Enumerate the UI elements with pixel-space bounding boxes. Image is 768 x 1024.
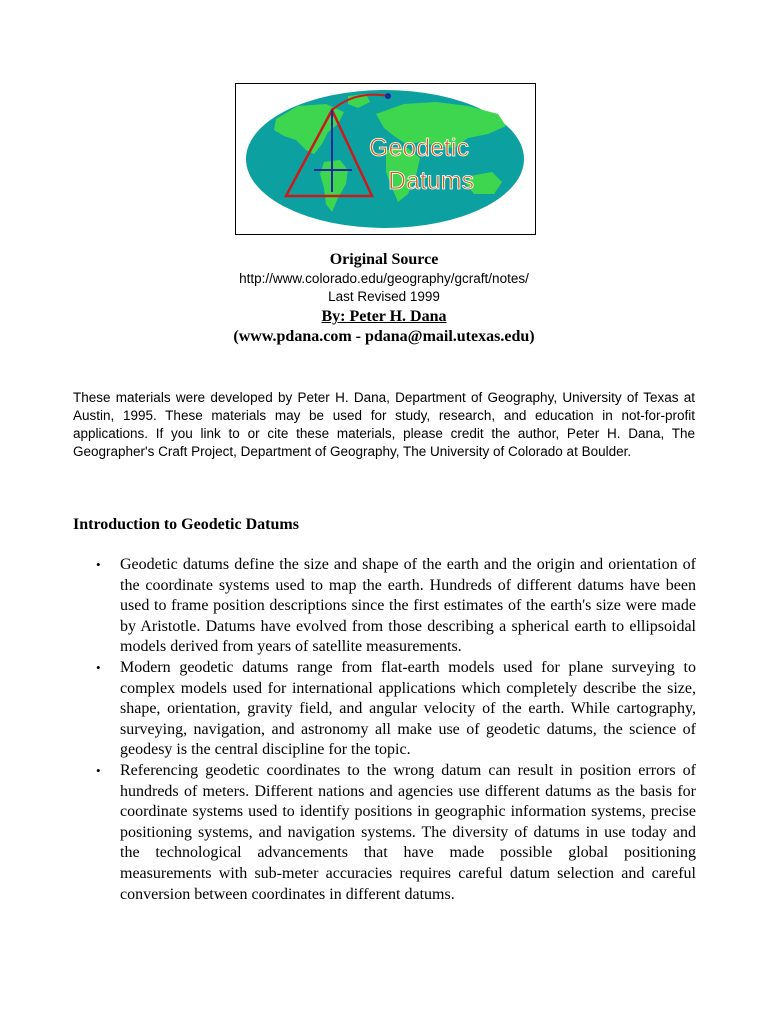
list-item (73, 555, 696, 658)
list-item-text: Referencing geodetic coordinates to the wrong datum can result in position errors of hundreds of meters. Different nations and agencies use different datums as the basis for coordinate systems used to identify positions in geographic information systems, precise positioning systems, and navigation systems. The diversity of datums in use today and the technological advancements that have made possible global positioning measurements with sub-meter accuracies requires careful datum selection and careful conversion between coordinates in different datums. (120, 761, 696, 903)
bullet-list (73, 555, 696, 905)
copyright-paragraph: These materials were developed by Peter H. Dana, Department of Geography, University of Texas at Austin, 1995. These materials may be used for study, research, and education in not-for-profit applications. If you link to or cite these materials, please credit the author, Peter H. Dana, The Geographer's Craft Project, Department of Geography, The University of Colorado at Boulder. (73, 390, 695, 459)
list-item (73, 658, 696, 761)
source-url[interactable]: http://www.colorado.edu/geography/gcraft/notes/ (239, 271, 529, 286)
bullet-icon: • (96, 659, 101, 675)
bullet-icon: • (96, 762, 101, 778)
orbit-marker (385, 93, 391, 99)
author-byline: By: Peter H. Dana (321, 308, 447, 325)
logo-title-line2: Datums (388, 167, 475, 195)
last-revised: Last Revised 1999 (328, 289, 440, 304)
list-item-text: Geodetic datums define the size and shape of the earth and the origin and orientation of the coordinate systems used to map the earth. Hundreds of different datums have been used to frame position descriptions since the first estimates of the earth's size were made by Aristotle. Datums have evolved from those describing a spherical earth to ellipsoidal models derived from years of satellite measurements. (120, 556, 696, 656)
logo-graphic (236, 84, 535, 234)
logo-title-line1: Geodetic (369, 134, 470, 162)
author-contact[interactable]: (www.pdana.com - pdana@mail.utexas.edu) (233, 328, 535, 345)
bullet-icon: • (96, 557, 101, 572)
geodetic-datums-logo (235, 83, 536, 235)
section-heading: Introduction to Geodetic Datums (73, 516, 299, 533)
list-item (73, 761, 696, 905)
list-item-text: Modern geodetic datums range from flat-earth models used for plane surveying to complex models used for international applications which completely describe the size, shape, orientation, gravity field, and angular velocity of the earth. While cartography, surveying, navigation, and astronomy all make use of geodetic datums, the science of geodesy is the central discipline for the topic. (120, 658, 696, 759)
source-heading: Original Source (329, 251, 439, 268)
